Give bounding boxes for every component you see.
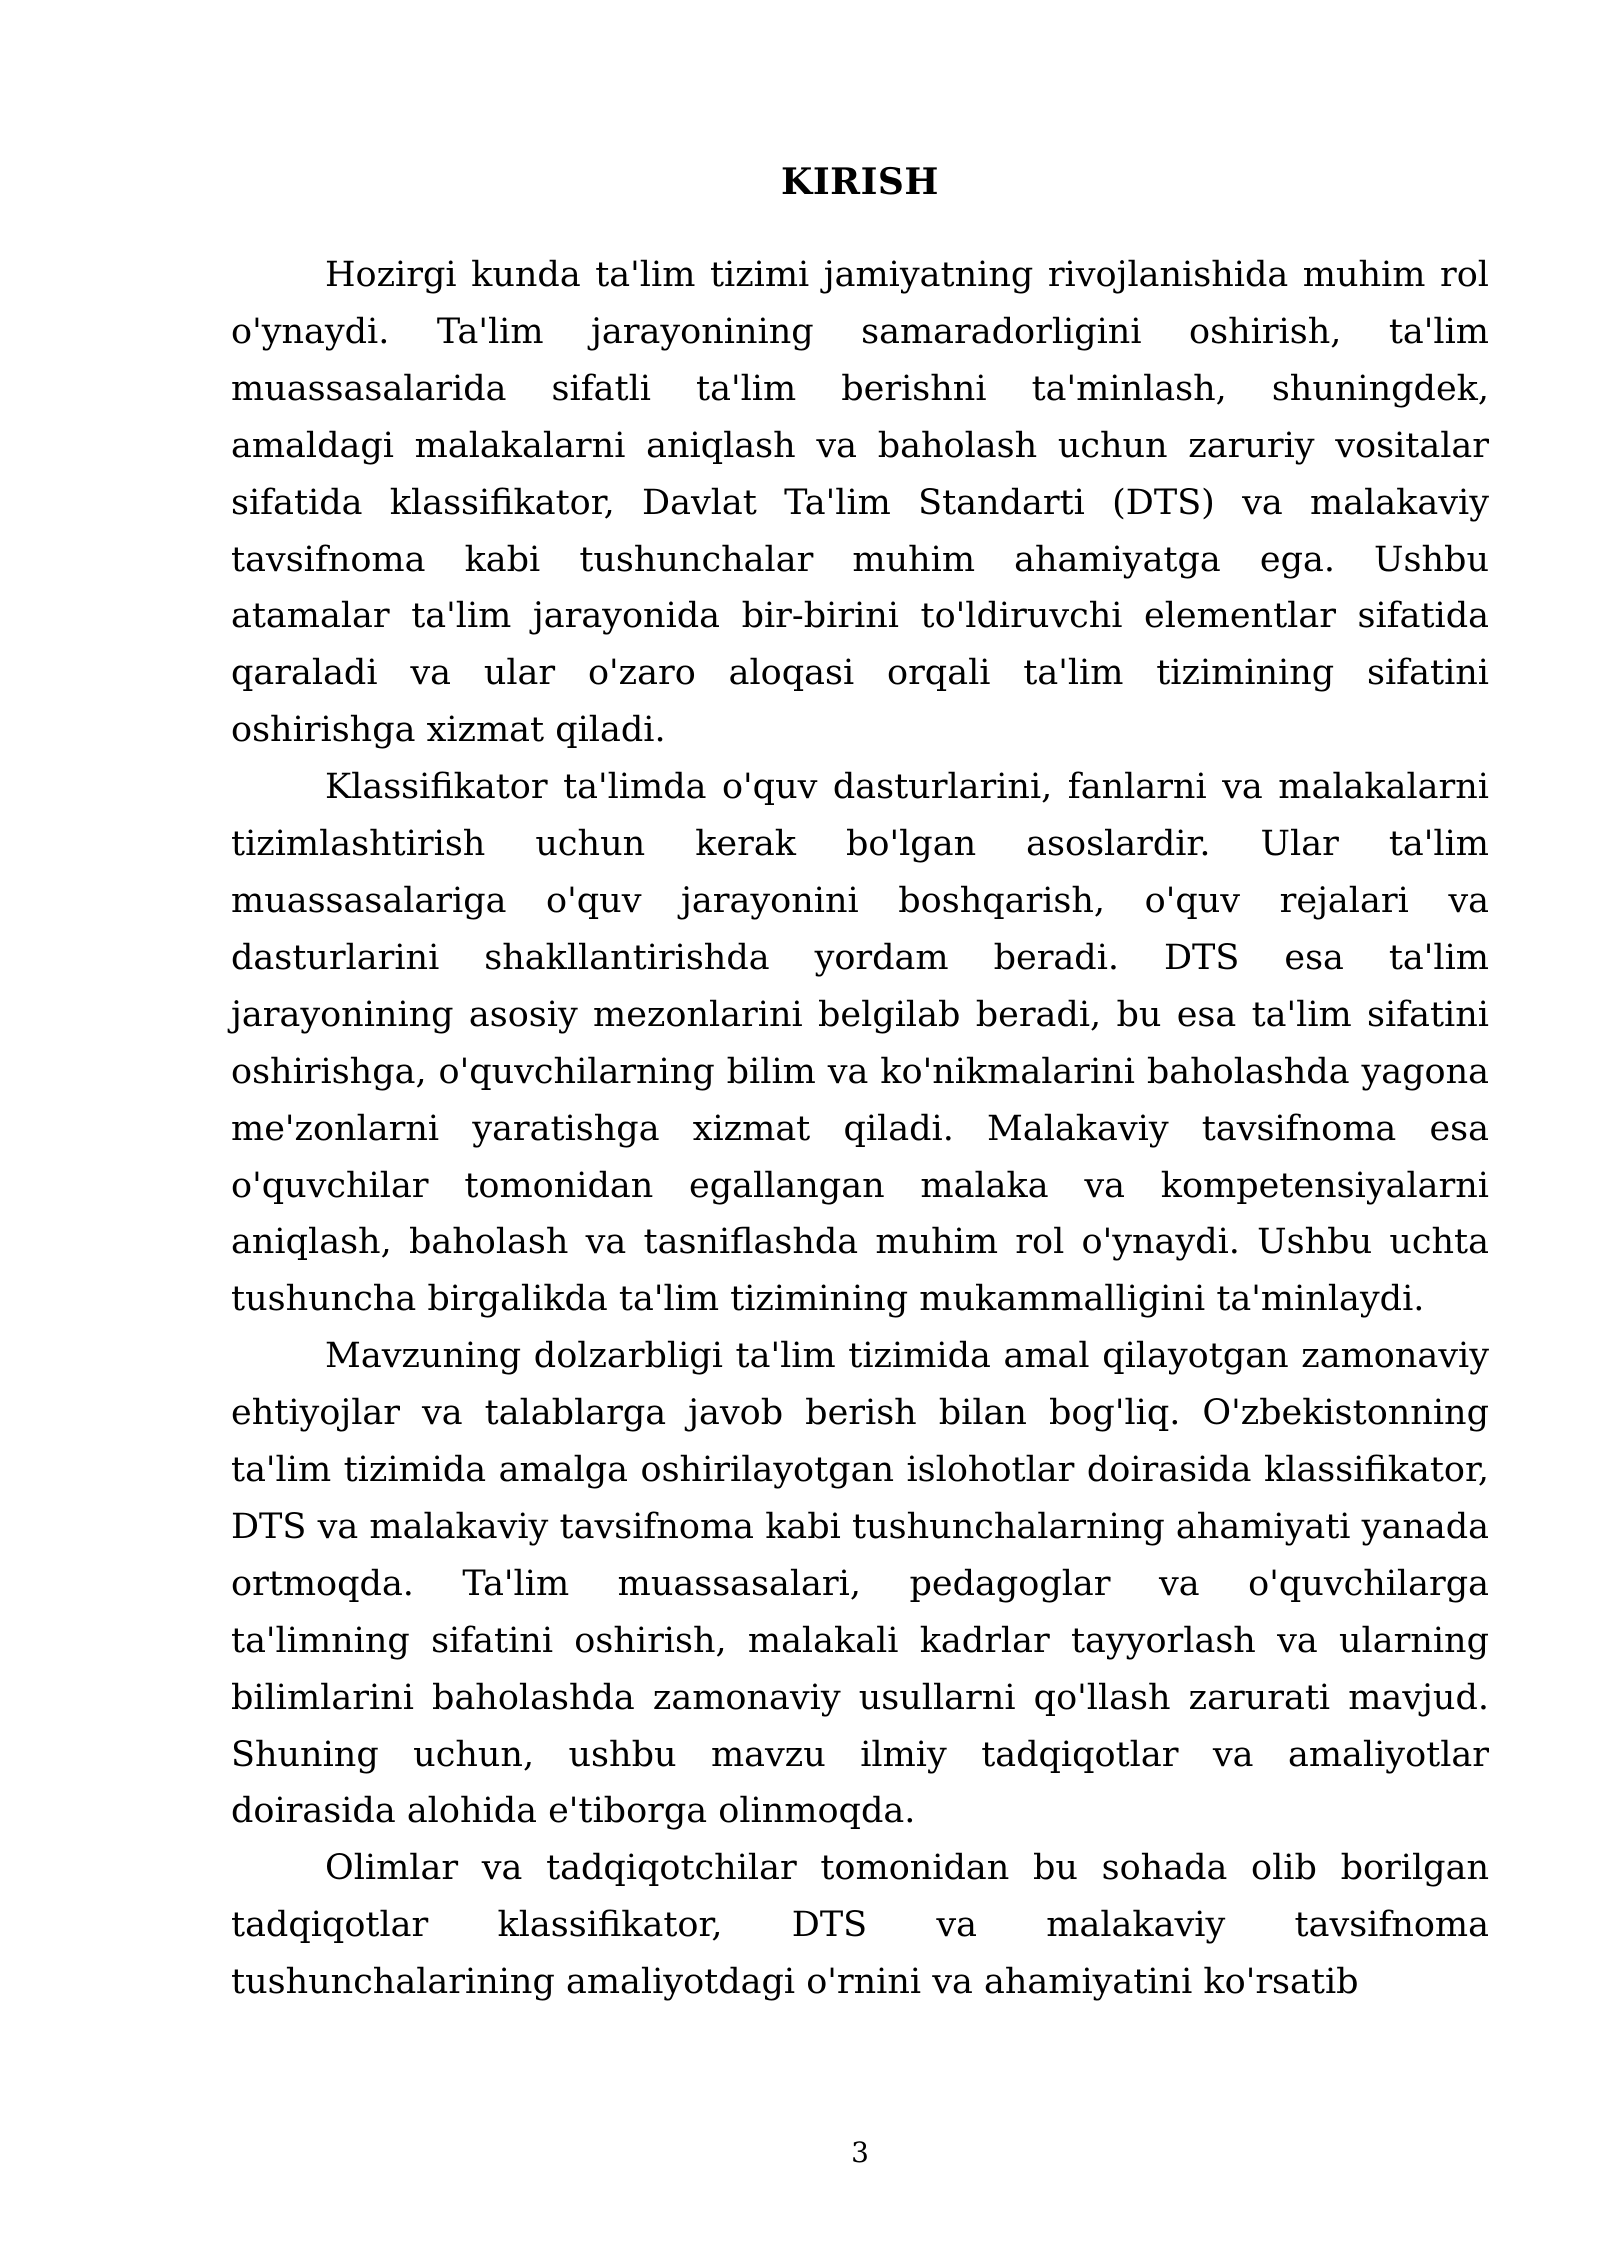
paragraph-introduction: Hozirgi kunda ta'lim tizimi jamiyatning rivojlanishida muhim rol o'ynaydi. Ta'lim jarayonining samaradorligini oshirish, ta'lim muassasalarida sifatli ta'lim berishni ta'minlash, shuningdek, amaldagi malakalarni aniqlash va baholash uchun zaruriy vositalar sifatida klassifikator, Davlat Ta'lim Standarti (DTS) va malakaviy tavsifnoma kabi tushunchalar muhim ahamiyatga ega. Ushbu atamalar ta'lim jarayonida bir-birini to'ldiruvchi elementlar sifatida qaraladi va ular o'zaro aloqasi orqali ta'lim tizimining sifatini oshirishga xizmat qiladi.: [231, 255, 1489, 751]
paragraph-relevance: Mavzuning dolzarbligi ta'lim tizimida amal qilayotgan zamonaviy ehtiyojlar va talablarga javob berish bilan bog'liq. O'zbekistonning ta'lim tizimida amalga oshirilayotgan islohotlar doirasida klassifikator, DTS va malakaviy tavsifnoma kabi tushunchalarning ahamiyati yanada ortmoqda. Ta'lim muassasalari, pedagoglar va o'quvchilarga ta'limning sifatini oshirish, malakali kadrlar tayyorlash va ularning bilimlarini baholashda zamonaviy usullarni qo'llash zarurati mavjud. Shuning uchun, ushbu mavzu ilmiy tadqiqotlar va amaliyotlar doirasida alohida e'tiborga olinmoqda.: [231, 1336, 1489, 1832]
paragraph-classifier: Klassifikator ta'limda o'quv dasturlarini, fanlarni va malakalarni tizimlashtirish uchun kerak bo'lgan asoslardir. Ular ta'lim muassasalariga o'quv jarayonini boshqarish, o'quv rejalari va dasturlarini shakllantirishda yordam beradi. DTS esa ta'lim jarayonining asosiy mezonlarini belgilab beradi, bu esa ta'lim sifatini oshirishga, o'quvchilarning bilim va ko'nikmalarini baholashda yagona me'zonlarni yaratishga xizmat qiladi. Malakaviy tavsifnoma esa o'quvchilar tomonidan egallangan malaka va kompetensiyalarni aniqlash, baholash va tasniflashda muhim rol o'ynaydi. Ushbu uchta tushuncha birgalikda ta'lim tizimining mukammalligini ta'minlaydi.: [231, 767, 1489, 1320]
page-number: 3: [851, 2136, 869, 2169]
section-title: KIRISH: [781, 161, 939, 203]
paragraph-research: Olimlar va tadqiqotchilar tomonidan bu sohada olib borilgan tadqiqotlar klassifikator, DTS va malakaviy tavsifnoma tushunchalarining amaliyotdagi o'rnini va ahamiyatini ko'rsatib: [231, 1848, 1489, 2003]
body-text: [231, 247, 1489, 2011]
